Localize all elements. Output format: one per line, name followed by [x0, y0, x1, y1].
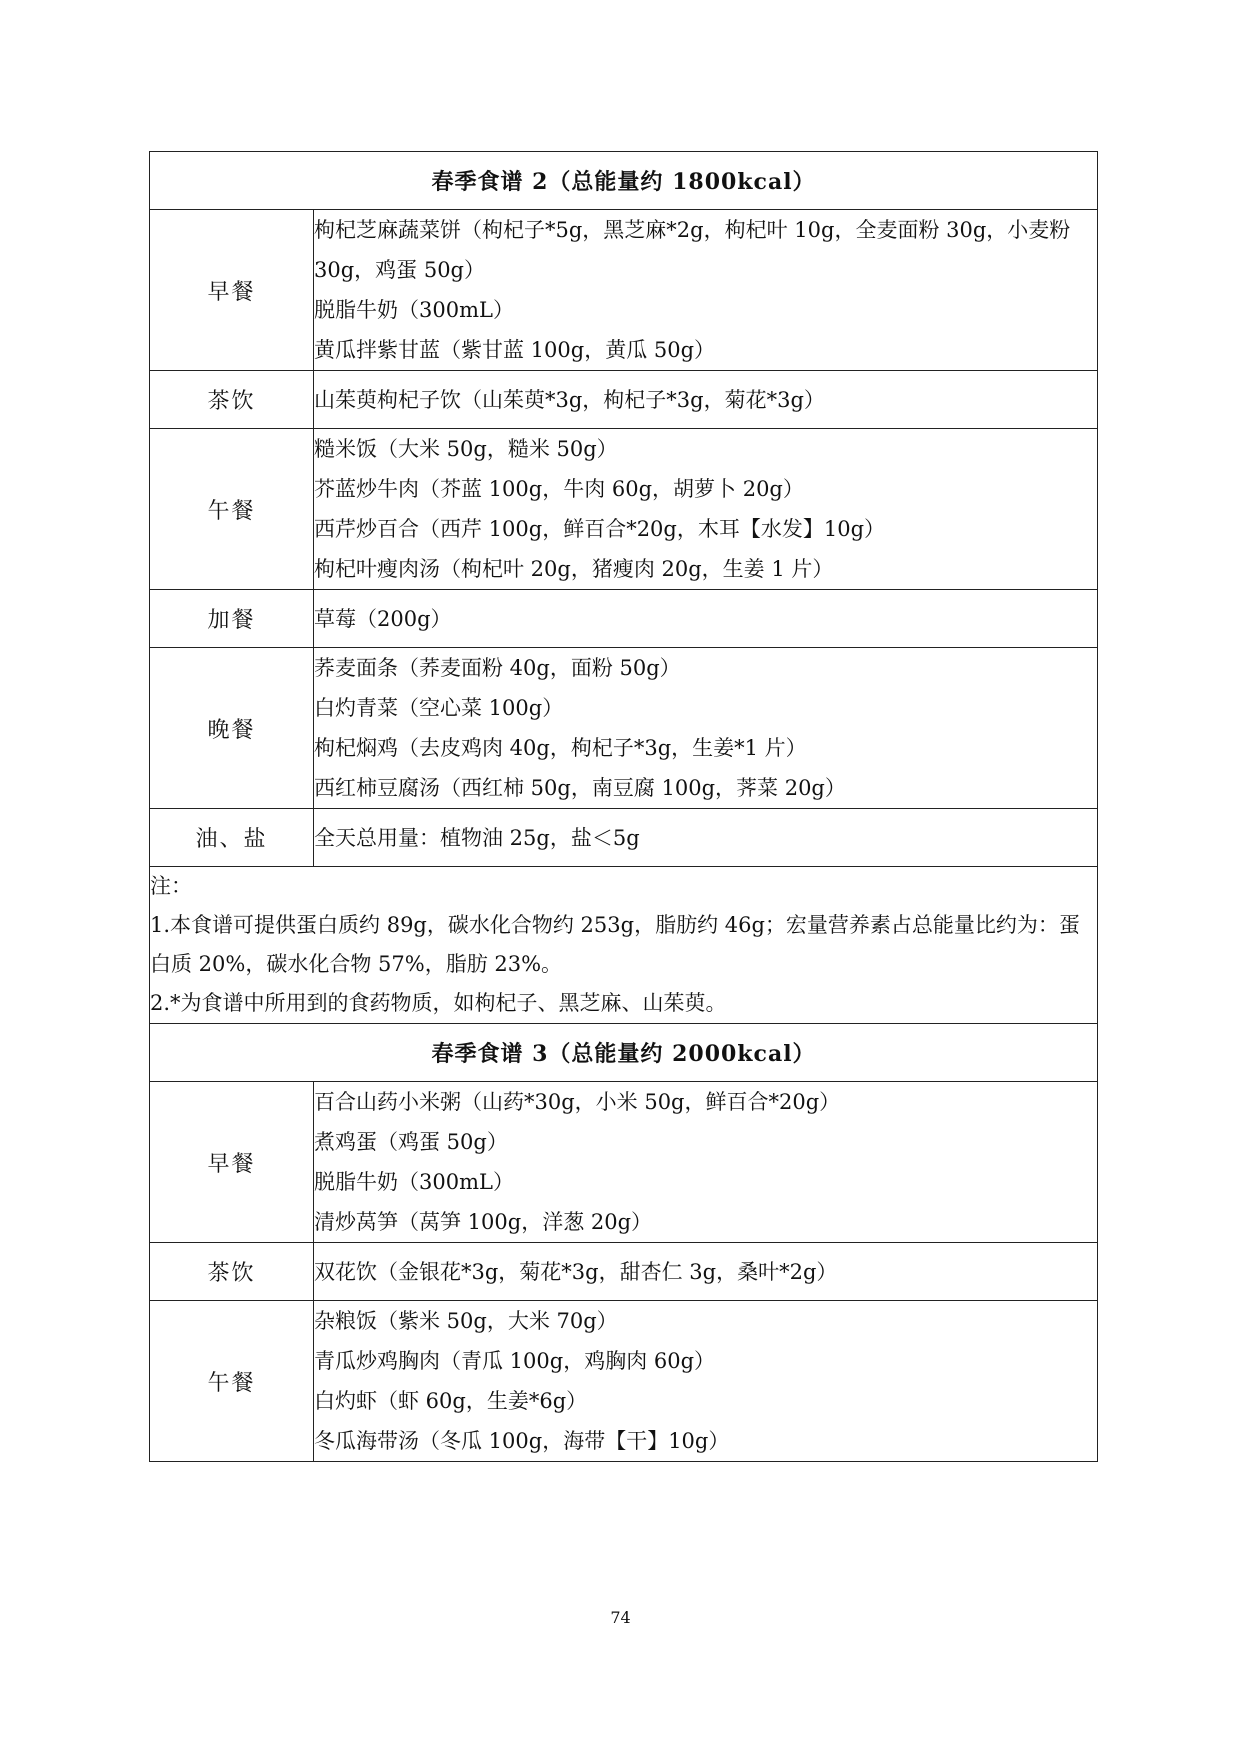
table-row — [150, 371, 1098, 429]
dish-list — [314, 1082, 1098, 1243]
dish-item: 山茱萸枸杞子饮（山茱萸*3g，枸杞子*3g，菊花*3g） — [314, 387, 825, 412]
dish-list — [314, 371, 1098, 429]
dish-item: 黄瓜拌紫甘蓝（紫甘蓝 100g，黄瓜 50g） — [314, 338, 716, 362]
dish-item: 青瓜炒鸡胸肉（青瓜 100g，鸡胸肉 60g） — [314, 1349, 716, 1373]
dish-item: 糙米饭（大米 50g，糙米 50g） — [314, 437, 618, 461]
meal-label-lunch: 午餐 — [150, 1301, 314, 1462]
dish-item: 煮鸡蛋（鸡蛋 50g） — [314, 1130, 508, 1154]
note-item: 1.本食谱可提供蛋白质约 89g，碳水化合物约 253g，脂肪约 46g；宏量营养素占总能量比约为：蛋白质 20%，碳水化合物 57%，脂肪 23%。 — [150, 913, 1080, 976]
meal-label-lunch: 午餐 — [150, 429, 314, 590]
dish-item: 芥蓝炒牛肉（芥蓝 100g，牛肉 60g，胡萝卜 20g） — [314, 477, 804, 501]
meal-label-snack: 加餐 — [150, 590, 314, 648]
dish-list — [314, 210, 1098, 371]
meal-label-breakfast: 早餐 — [150, 210, 314, 371]
dish-list — [314, 648, 1098, 809]
table-row — [150, 1301, 1098, 1462]
recipe2-notes-row — [150, 867, 1098, 1024]
meal-label-tea: 茶饮 — [150, 1243, 314, 1301]
recipe3-title: 春季食谱 3（总能量约 2000kcal） — [150, 1024, 1098, 1082]
recipe2-title: 春季食谱 2（总能量约 1800kcal） — [150, 152, 1098, 210]
table-row — [150, 590, 1098, 648]
dish-list — [314, 1243, 1098, 1301]
table-row — [150, 1243, 1098, 1301]
dish-item: 枸杞焖鸡（去皮鸡肉 40g，枸杞子*3g，生姜*1 片） — [314, 736, 807, 760]
dish-list — [314, 429, 1098, 590]
dish-item: 枸杞叶瘦肉汤（枸杞叶 20g，猪瘦肉 20g，生姜 1 片） — [314, 557, 834, 581]
meal-label-dinner: 晚餐 — [150, 648, 314, 809]
recipe-table — [149, 151, 1098, 1462]
meal-label-breakfast: 早餐 — [150, 1082, 314, 1243]
dish-item: 草莓（200g） — [314, 606, 452, 631]
page-number: 74 — [610, 1608, 631, 1627]
meal-label-tea: 茶饮 — [150, 371, 314, 429]
dish-item: 西芹炒百合（西芹 100g，鲜百合*20g，木耳【水发】10g） — [314, 517, 886, 541]
dish-item: 枸杞芝麻蔬菜饼（枸杞子*5g，黑芝麻*2g，枸杞叶 10g，全麦面粉 30g，小麦粉 30g，鸡蛋 50g） — [314, 218, 1071, 282]
meal-label-oil-salt: 油、盐 — [150, 809, 314, 867]
dish-item: 杂粮饭（紫米 50g，大米 70g） — [314, 1309, 618, 1333]
table-row — [150, 429, 1098, 590]
dish-item: 双花饮（金银花*3g，菊花*3g，甜杏仁 3g，桑叶*2g） — [314, 1259, 838, 1284]
dish-item: 白灼青菜（空心菜 100g） — [314, 696, 564, 720]
recipe2-notes — [150, 867, 1098, 1024]
table-row — [150, 648, 1098, 809]
dish-item: 冬瓜海带汤（冬瓜 100g，海带【干】10g） — [314, 1429, 730, 1453]
dish-item: 脱脂牛奶（300mL） — [314, 298, 514, 322]
dish-item: 百合山药小米粥（山药*30g，小米 50g，鲜百合*20g） — [314, 1090, 841, 1114]
dish-list — [314, 809, 1098, 867]
table-row — [150, 809, 1098, 867]
dish-item: 清炒莴笋（莴笋 100g，洋葱 20g） — [314, 1210, 653, 1234]
dish-list — [314, 1301, 1098, 1462]
note-heading: 注： — [150, 874, 192, 898]
recipe2-title-row — [150, 152, 1098, 210]
dish-item: 全天总用量：植物油 25g，盐＜5g — [314, 825, 640, 850]
table-row — [150, 210, 1098, 371]
recipe3-title-row — [150, 1024, 1098, 1082]
dish-item: 西红柿豆腐汤（西红柿 50g，南豆腐 100g，荠菜 20g） — [314, 776, 846, 800]
dish-item: 荞麦面条（荞麦面粉 40g，面粉 50g） — [314, 656, 681, 680]
dish-item: 白灼虾（虾 60g，生姜*6g） — [314, 1389, 588, 1413]
note-item: 2.*为食谱中所用到的食药物质，如枸杞子、黑芝麻、山茱萸。 — [150, 991, 727, 1015]
table-row — [150, 1082, 1098, 1243]
dish-list — [314, 590, 1098, 648]
dish-item: 脱脂牛奶（300mL） — [314, 1170, 514, 1194]
